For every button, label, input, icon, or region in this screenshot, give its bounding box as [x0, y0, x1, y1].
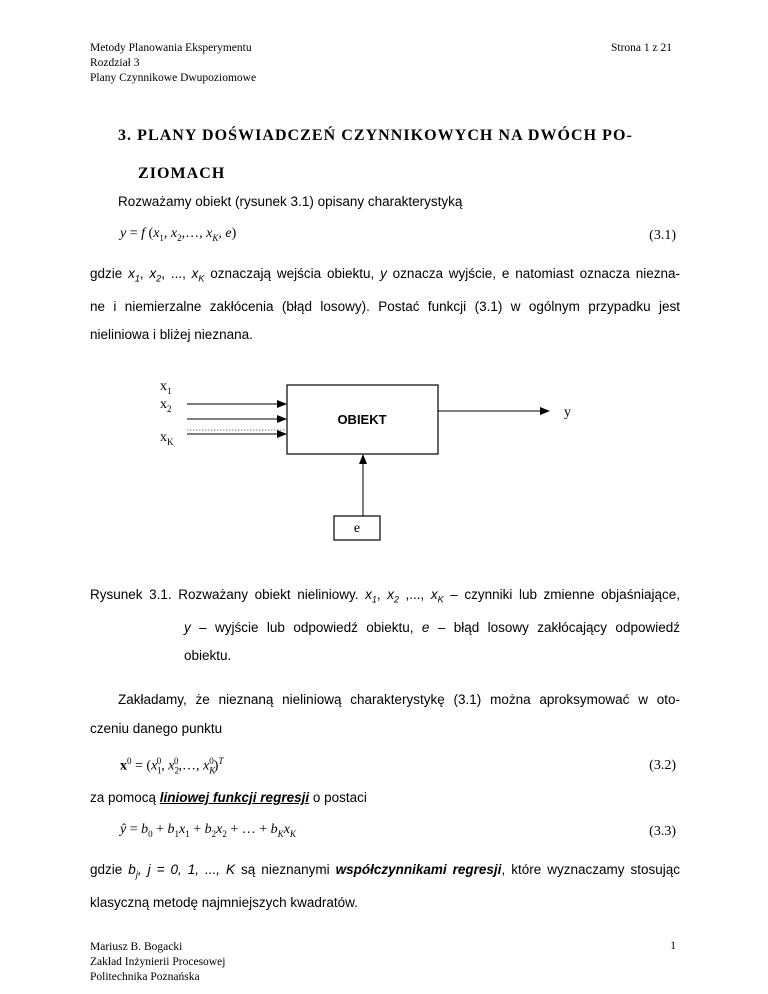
- paragraph-4: [90, 856, 680, 917]
- paragraph-1-line2: ne i niemierzalne zakłócenia (błąd losowy). Postać funkcji (3.1) w ogólnym przypadku jest: [90, 298, 680, 314]
- output-label-y: y: [564, 405, 571, 420]
- paragraph-1-line1: gdzie $x_1$, $x_2$, ..., $x_K$ oznaczają wejścia obiektu, y oznacza wyjście, e natomiast oznacza niezna-: [90, 266, 680, 284]
- caption-line2: y – wyjście lub odpowiedź obiektu, e – błąd losowy zakłócający odpowiedź: [184, 619, 680, 635]
- input-label-xK: $x_K$: [160, 430, 174, 447]
- equation-3-1: y = f ($x_1$, $x_2,\dots$, $x_K$, e): [120, 226, 237, 243]
- footer-author-block: [90, 940, 225, 985]
- paragraph-2-line1: Zakładamy, że nieznaną nieliniową charakterystykę (3.1) można aproksymować w oto-: [118, 692, 680, 707]
- footer-author: Mariusz B. Bogacki: [90, 941, 183, 953]
- equation-3-2-number: (3.2): [649, 758, 676, 773]
- header-topic: Plany Czynnikowe Dwupoziomowe: [90, 72, 257, 84]
- eq1-sub1: 1: [159, 232, 164, 243]
- header-course: Metody Planowania Eksperymentu: [90, 42, 252, 54]
- caption-line3: obiektu.: [184, 647, 232, 663]
- figure-caption: [90, 581, 680, 670]
- paragraph-3: za pomocą liniowej funkcji regresji o postaci: [90, 790, 367, 805]
- equation-3-1-number: (3.1): [649, 228, 676, 243]
- section-title-line2: ZIOMACH: [138, 165, 226, 182]
- term-regression-coefficients: współczynnikami regresji: [335, 862, 502, 877]
- header-page-label: Strona 1 z 21: [610, 42, 672, 54]
- paragraph-4-line1: gdzie $b_j$, j = 0, 1, ..., K są nieznanymi współczynnikami regresji, które wyznaczamy stosując: [90, 862, 681, 880]
- section-title-line1: 3. PLANY DOŚWIADCZEŃ CZYNNIKOWYCH NA DWÓCH PO-: [118, 127, 633, 144]
- footer-department: Zakład Inżynierii Procesowej: [90, 956, 226, 968]
- eq1-subK: K: [212, 232, 219, 243]
- equation-3-3: ŷ = $b_0 + b_1x_1 + b_2x_2$ + … + $b_Kx_K$: [120, 822, 296, 839]
- page-number: 1: [670, 940, 676, 952]
- header-chapter: Rozdział 3: [90, 57, 140, 69]
- noise-label-e: e: [353, 521, 361, 536]
- footer-university: Politechnika Poznańska: [90, 971, 200, 983]
- paragraph-4-line2: klasyczną metodę najmniejszych kwadratów.: [90, 894, 358, 910]
- input-label-x2: $x_2$: [160, 397, 172, 414]
- equation-3-3-number: (3.3): [649, 824, 676, 839]
- caption-line1: Rysunek 3.1. Rozważany obiekt nieliniowy. $x_1$, $x_2$ ,..., $x_K$ – czynniki lub zmienne objaśniające,: [90, 587, 680, 605]
- paragraph-2: [90, 685, 680, 743]
- object-block-label: OBIEKT: [337, 412, 387, 427]
- input-label-x1: $x_1$: [160, 379, 172, 396]
- intro-text: Rozważamy obiekt (rysunek 3.1) opisany charakterystyką: [118, 194, 463, 209]
- eq1-sub2: 2: [177, 232, 182, 243]
- equation-3-2: $x^0 = (x_1^0$, $x_2^0,\dots$, $x_K^0)^T$: [120, 756, 224, 776]
- paragraph-2-line2: czeniu danego punktu: [90, 721, 223, 736]
- paragraph-1-line3: nieliniowa i bliżej nieznana.: [90, 326, 253, 342]
- term-linear-regression: liniowej funkcji regresji: [159, 790, 310, 805]
